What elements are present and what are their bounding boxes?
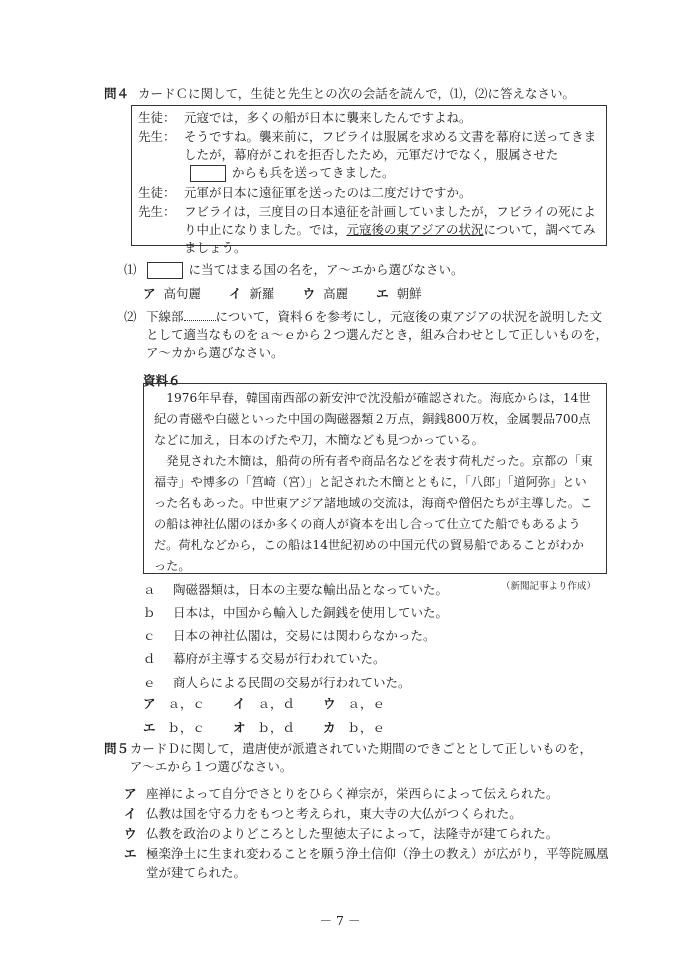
combo-value: ｂ，ｅ [347,720,386,736]
dialog-line [138,184,600,202]
option-key: イ [229,286,242,301]
sub1-options [143,285,603,303]
speaker: 生徒： [138,110,176,125]
statement-text: 幕府が主導する交易が行われていた。 [173,651,386,667]
option-text: 極楽浄土に生まれ変わることを願う浄土信仰（浄土の教え）が広がり，平等院鳳凰堂が建てられた。 [146,846,609,880]
option-text: 高麗 [323,286,349,301]
statement-text: 商人らによる民間の交易が行われていた。 [173,674,411,690]
option-key: ア [143,286,156,301]
dialog-text: 元寇では，多くの船が日本に襲来したんですよね。 [184,110,472,125]
statement-text: 日本は，中国から輸入した銅銭を使用していた。 [173,605,449,621]
wavy-underline-mark [184,310,216,321]
option-text: 仏教は国を守る力をもつと考えられ，東大寺の大仏がつくられた。 [146,806,522,822]
option-key: ア [124,786,137,801]
combo [323,719,413,737]
combo-key: オ [233,720,246,736]
sub-text-post: について，資料６を参考にし，元寇後の東アジアの状況を説明した文として適当なものをａ～ｅから２つ選んだとき，組み合わせとして正しいものを，ア～カから選びなさい。 [146,309,609,361]
statement-choices [143,581,603,697]
sub-text-pre: 下線部 [146,309,184,324]
statement-key: ｄ [143,651,156,667]
sub-label: ⑴ [124,262,137,277]
combo-row [143,719,443,737]
sub-text: に当てはまる国の名を，ア～エから選びなさい。 [188,262,464,277]
statement [143,604,603,622]
combo-key: エ [143,720,156,736]
sub-label: ⑵ [124,309,137,324]
question-5-options [124,785,614,884]
reference-paragraph: 1976年早春，韓国南西部の新安沖で沈没船が確認された。海底からは，14世紀の青磁や白磁といった中国の陶磁器類２万点，銅銭800万枚，金属製品700点などに加え，日本のげたや刀，木簡なども見つかっている。 [154,391,591,447]
dialog-text [184,128,600,182]
option-text: 座禅によって自分でさとりをひらく禅宗が，栄西らによって伝えられた。 [146,786,559,801]
combo-key: ア [143,696,156,711]
statement-key: ｂ [143,605,156,621]
combo-value: ａ，ｅ [347,696,386,711]
underlined-phrase: 元寇後の東アジアの状況 [346,221,484,237]
combo [323,695,413,713]
option [124,785,614,803]
statement [143,674,603,692]
option [143,285,201,303]
statement [143,650,603,668]
dialog-text [184,203,600,257]
option-key: エ [376,286,389,301]
reference-paragraph: 発見された木簡は，船荷の所有者や商品名などを表す荷札だった。京都の「東福寺」や博多の「筥崎（宮）」と記された木簡とともに，「八郎」「道阿弥」といった名もあった。中世東アジア諸地域の交流は，海商や僧侶たちが主導した。この船は神社仏閣のほか多くの商人が資本を出し合って仕立てた船でもあるようだ。荷札などから，この船は14世紀初めの中国元代の貿易船であることがわかった。 [154,453,593,573]
question-instruction: カードＤに関して，遣唐使が派遣されていた期間のできごととして正しいものを，ア～エから１つ選びなさい。 [129,741,593,775]
combo [143,695,233,713]
option [376,285,422,303]
combo [233,719,323,737]
option-text: 新羅 [249,286,275,301]
option [303,285,349,303]
combo-value: ｂ，ｄ [257,720,296,736]
sub-question-1 [124,261,594,279]
question-4-header [104,85,604,103]
speaker: 先生： [138,129,176,145]
option-text: 仏教を政治のよりどころとした聖徳太子によって，法隆寺が建てられた。 [146,826,559,842]
question-5-header [104,740,604,776]
option [229,285,275,303]
dialog-line [138,109,600,127]
page-number: － 7 － [319,913,361,928]
reference-source: （新聞記事より作成） [500,580,596,592]
statement-key: ａ [143,582,156,597]
combo-key: ウ [323,696,336,711]
option [124,805,614,823]
combo-row [143,695,443,713]
dialog-line [138,128,600,182]
combo-value: ａ，ｃ [167,696,206,711]
dialog-text-post: からも兵を送ってきました。 [232,165,395,181]
sub-text [146,308,610,362]
option-key: ウ [124,826,137,842]
question-instruction: カードＣに関して，生徒と先生との次の会話を読んで，⑴，⑵に答えなさい。 [138,86,576,101]
statement-key: ｃ [143,628,156,644]
option [124,845,614,881]
option-key: イ [124,806,137,822]
combination-options [143,695,443,743]
statement-text: 陶磁器類は，日本の主要な輸出品となっていた。 [173,582,449,597]
sub-question-2 [124,308,610,362]
dialog-text-pre: そうですね。襲来前に，フビライは服属を求める文書を幕府に送ってきましたが，幕府がこれを拒否したため，元軍だけでなく，服属させた [184,129,597,163]
statement [143,627,603,645]
reference-label: 資料６ [143,373,181,388]
statement [143,581,603,599]
question-number: 問５ [104,741,130,756]
combo [233,695,323,713]
dialog-text-post: について，調べてみましょう。 [184,221,596,255]
speaker: 生徒： [138,184,176,200]
statement-text: 日本の神社仏閣は，交易には関わらなかった。 [173,628,436,644]
combo-value: ａ，ｄ [257,696,296,711]
combo-key: カ [323,720,336,736]
dialog-box [131,105,607,255]
speaker: 先生： [138,203,176,219]
answer-blank [190,165,226,182]
combo [143,719,233,737]
question-number: 問４ [104,86,130,101]
option-text: 高句麗 [163,286,202,301]
option-key: ウ [302,286,316,301]
option-text: 朝鮮 [396,286,422,301]
combo-value: ｂ，ｃ [167,720,206,736]
dialog-text: 元軍が日本に遠征軍を送ったのは二度だけですか。 [184,184,472,200]
dialog-text-pre: フビライは，三度目の日本遠征を計画していましたが，フビライの死により中止になりました。では， [184,203,596,237]
combo-key: イ [233,696,246,711]
option [124,825,614,843]
option-key: エ [124,846,137,862]
statement-key: ｅ [143,674,156,690]
answer-blank [147,262,183,279]
dialog-line [138,203,600,257]
